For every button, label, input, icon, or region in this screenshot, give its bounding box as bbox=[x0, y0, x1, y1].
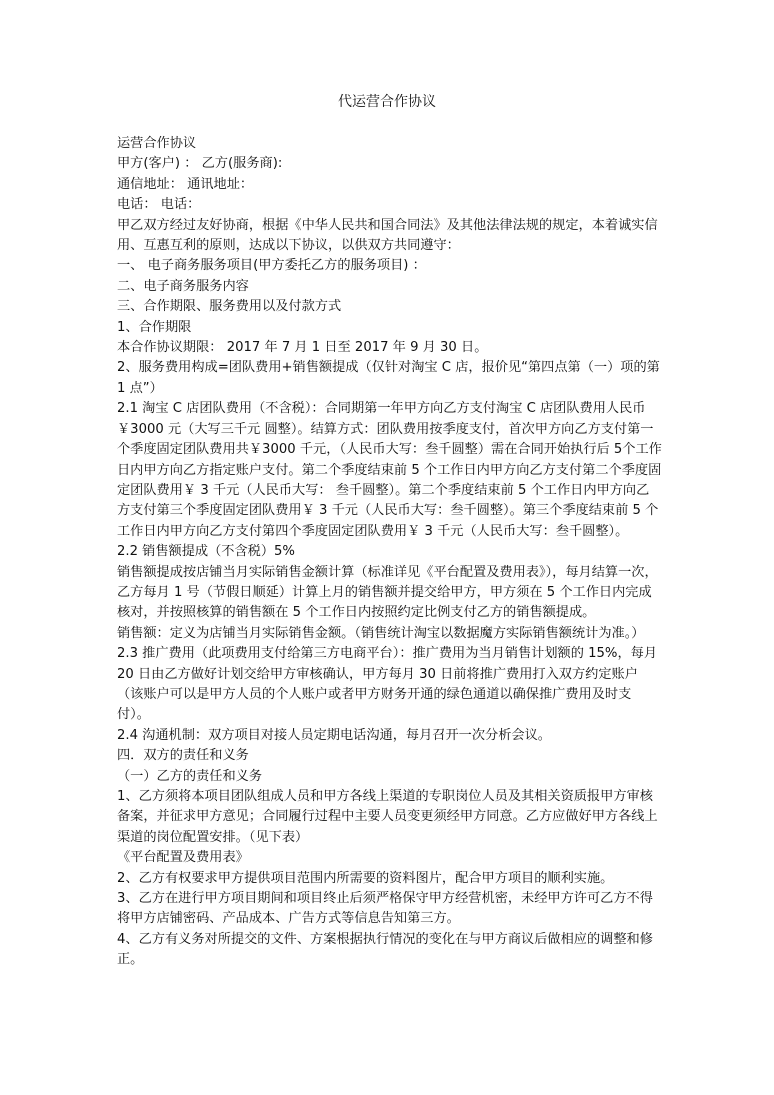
contract-heading: 运营合作协议 bbox=[117, 136, 197, 151]
commission-paragraph: 销售额提成按店铺当月实际销售金额计算（标准详见《平台配置及费用表》），每月结算一次，乙方每月 1 号（节假日顺延）计算上月的销售额并提交给甲方，甲方须在 5 个工作日内完成核对，并按照核算的销售额在 5 个工作日内按照约定比例支付乙方的销售额提成。 bbox=[117, 564, 658, 621]
term-paragraph: 本合作协议期限： 2017 年 7 月 1 日至 2017 年 9 月 30 日。 bbox=[117, 340, 488, 356]
document-title: 代运营合作协议 bbox=[338, 94, 436, 110]
subsection-heading: （一）乙方的责任和义务 bbox=[117, 768, 263, 784]
promotion-fee-paragraph: 2.3 推广费用（此项费用支付给第三方电商平台）：推广费用为当月销售计划额的 15%，每月 20 日由乙方做好计划交给甲方审核确认，甲方每月 30 日前将推广费用打入双方约定账户（该账户可以是甲方人员的个人账户或者甲方财务开通的绿色通道以确保推广费用及时支付）。 bbox=[117, 646, 658, 723]
subsection-heading: 1、合作期限 bbox=[117, 319, 192, 335]
section-heading: 一、 电子商务服务项目(甲方委托乙方的服务项目) ： bbox=[117, 258, 426, 274]
table-reference: 《平台配置及费用表》 bbox=[117, 850, 249, 866]
sales-definition-paragraph: 销售额：定义为店铺当月实际销售金额。（销售统计淘宝以数据魔方实际销售额统计为准。） bbox=[117, 625, 645, 641]
section-heading: 三、合作期限、服务费用以及付款方式 bbox=[117, 299, 342, 315]
obligation-paragraph: 4、乙方有义务对所提交的文件、方案根据执行情况的变化在与甲方商议后做相应的调整和修正。 bbox=[117, 931, 653, 968]
section-heading: 二、电子商务服务内容 bbox=[117, 278, 249, 294]
communication-paragraph: 2.4 沟通机制：双方项目对接人员定期电话沟通，每月召开一次分析会议。 bbox=[117, 727, 551, 743]
commission-heading: 2.2 销售额提成（不含税）5% bbox=[117, 544, 295, 560]
obligation-paragraph: 3、乙方在进行甲方项目期间和项目终止后须严格保守甲方经营机密，未经甲方许可乙方不得将甲方店铺密码、产品成本、广告方式等信息告知第三方。 bbox=[117, 891, 653, 927]
phone-line: 电话： 电话： bbox=[117, 197, 201, 213]
section-heading: 四．双方的责任和义务 bbox=[117, 748, 249, 764]
address-line: 通信地址： 通讯地址： bbox=[117, 176, 254, 192]
preamble-paragraph: 甲乙双方经过友好协商，根据《中华人民共和国合同法》及其他法律法规的规定，本着诚实信用、互惠互利的原则，达成以下协议，以供双方共同遵守： bbox=[117, 217, 658, 254]
obligation-paragraph: 2、乙方有权要求甲方提供项目范围内所需要的资料图片，配合甲方项目的顺利实施。 bbox=[117, 870, 614, 886]
fee-structure-paragraph: 2、服务费用构成=团队费用+销售额提成（仅针对淘宝 C 店，报价见“第四点第（一）项的第 1 点”） bbox=[117, 360, 660, 396]
obligation-paragraph: 1、乙方须将本项目团队组成人员和甲方各线上渠道的专职岗位人员及其相关资质报甲方审核备案，并征求甲方意见；合同履行过程中主要人员变更须经甲方同意。乙方应做好甲方各线上渠道的岗位配置安排。（见下表） bbox=[117, 789, 658, 845]
party-line: 甲方(客户) ： 乙方(服务商): bbox=[117, 156, 283, 172]
document-body bbox=[117, 134, 662, 971]
team-fee-paragraph: 2.1 淘宝 C 店团队费用（不含税）：合同期第一年甲方向乙方支付淘宝 C 店团队费用人民币￥3000 元（大写三千元 圆整）。结算方式：团队费用按季度支付，首次甲方向乙方支付第一个季度固定团队费用共￥3000 千元，（人民币大写：叁千圆整）需在合同开始执行后 5个工作日内甲方向乙方指定账户支付。第二个季度结束前 5 个工作日内甲方向乙方支付第二个季度固定团队费用￥ 3 千元（人民币大写： 叁千圆整）。第二个季度结束前 5 个工作日内甲方向乙方支付第三个季度固定团队费用￥ 3 千元（人民币大写：叁千圆整）。第三个季度结束前 5 个工作日内甲方向乙方支付第四个季度固定团队费用￥ 3 千元（人民币大写：叁千圆整）。 bbox=[117, 401, 662, 539]
